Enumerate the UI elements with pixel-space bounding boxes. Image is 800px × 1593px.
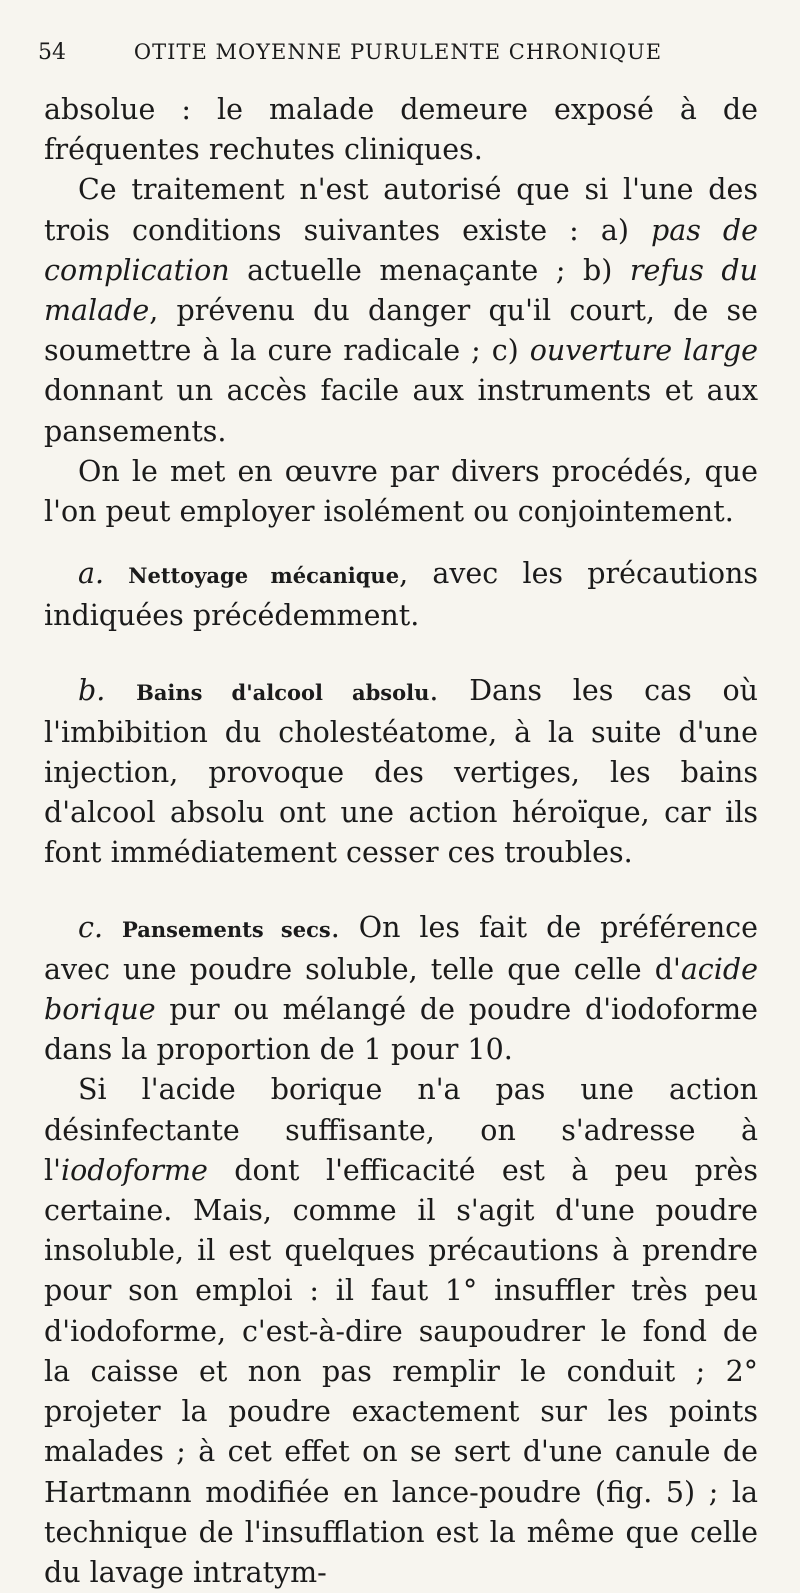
paragraph-text: On le met en œuvre par divers procédés, que l'on peut employer isolément ou conjointement. bbox=[44, 454, 758, 529]
section-letter: a. bbox=[78, 557, 105, 591]
paragraph-text: dont l'efficacité est à peu près certaine. Mais, comme il s'agit d'une poudre insoluble, il est quelques précautions à prendre pour son emploi : il faut 1° insuffler très peu d'iodoforme, c'est-à-dire saupoudrer le fond de la caisse et non pas remplir le conduit ; 2° projeter la poudre exactement sur les points malades ; à cet effet on se sert d'une canule de Hartmann modifiée en lance-poudre (fig. 5) ; la technique de l'insufflation est la même que celle du lavage intratym- bbox=[44, 1153, 758, 1589]
paragraph-text: absolue : le malade demeure exposé à de fréquentes rechutes cliniques. bbox=[44, 93, 758, 167]
section-a bbox=[44, 554, 758, 636]
paragraph-conditions bbox=[44, 170, 758, 451]
page-header bbox=[38, 40, 758, 72]
section-letter: b. bbox=[78, 673, 106, 707]
section-heading: Pansements secs bbox=[122, 916, 331, 942]
section-letter: c. bbox=[78, 910, 104, 944]
paragraph-iodoform bbox=[44, 1070, 758, 1593]
emphasis: ouverture large bbox=[529, 334, 758, 368]
paragraph-procedures bbox=[44, 452, 758, 532]
paragraph-text: , avec les précautions indiquées précédemment. bbox=[44, 557, 759, 633]
paragraph-text: Ce traitement n'est autorisé que si l'une des trois conditions suivantes existe : a) bbox=[44, 173, 758, 247]
running-title: OTITE MOYENNE PURULENTE CHRONIQUE bbox=[133, 40, 663, 64]
page-body bbox=[44, 90, 758, 1593]
paragraph-text: . On les fait de préférence avec une poudre soluble, telle que celle d' bbox=[44, 910, 759, 986]
emphasis: pas de complication bbox=[44, 213, 758, 287]
paragraph-text: donnant un accès facile aux instruments et aux pansements. bbox=[44, 374, 758, 448]
section-heading: Bains d'alcool absolu bbox=[136, 679, 430, 705]
section-c bbox=[44, 908, 758, 1071]
paragraph-text: , prévenu du danger qu'il court, de se soumettre à la cure radicale ; c) bbox=[44, 294, 758, 368]
emphasis: refus du malade bbox=[44, 253, 758, 328]
emphasis: iodoforme bbox=[60, 1153, 208, 1187]
paragraph-continuation bbox=[44, 90, 758, 170]
page-number: 54 bbox=[38, 40, 66, 65]
paragraph-text: . Dans les cas où l'imbibition du cholestéatome, à la suite d'une injection, provoque des vertiges, les bains d'alcool absolu ont une action héroïque, car ils font immédiatement cesser ces troubles. bbox=[44, 673, 758, 870]
emphasis: acide borique bbox=[44, 952, 758, 1027]
paragraph-text: Si l'acide borique n'a pas une action désinfectante suffisante, on s'adresse à l' bbox=[44, 1073, 758, 1187]
section-heading: Nettoyage mécanique bbox=[128, 563, 400, 589]
paragraph-text: actuelle menaçante ; b) bbox=[229, 253, 630, 287]
section-b bbox=[44, 671, 758, 874]
paragraph-text: pur ou mélangé de poudre d'iodoforme dans la proportion de 1 pour 10. bbox=[44, 993, 758, 1067]
